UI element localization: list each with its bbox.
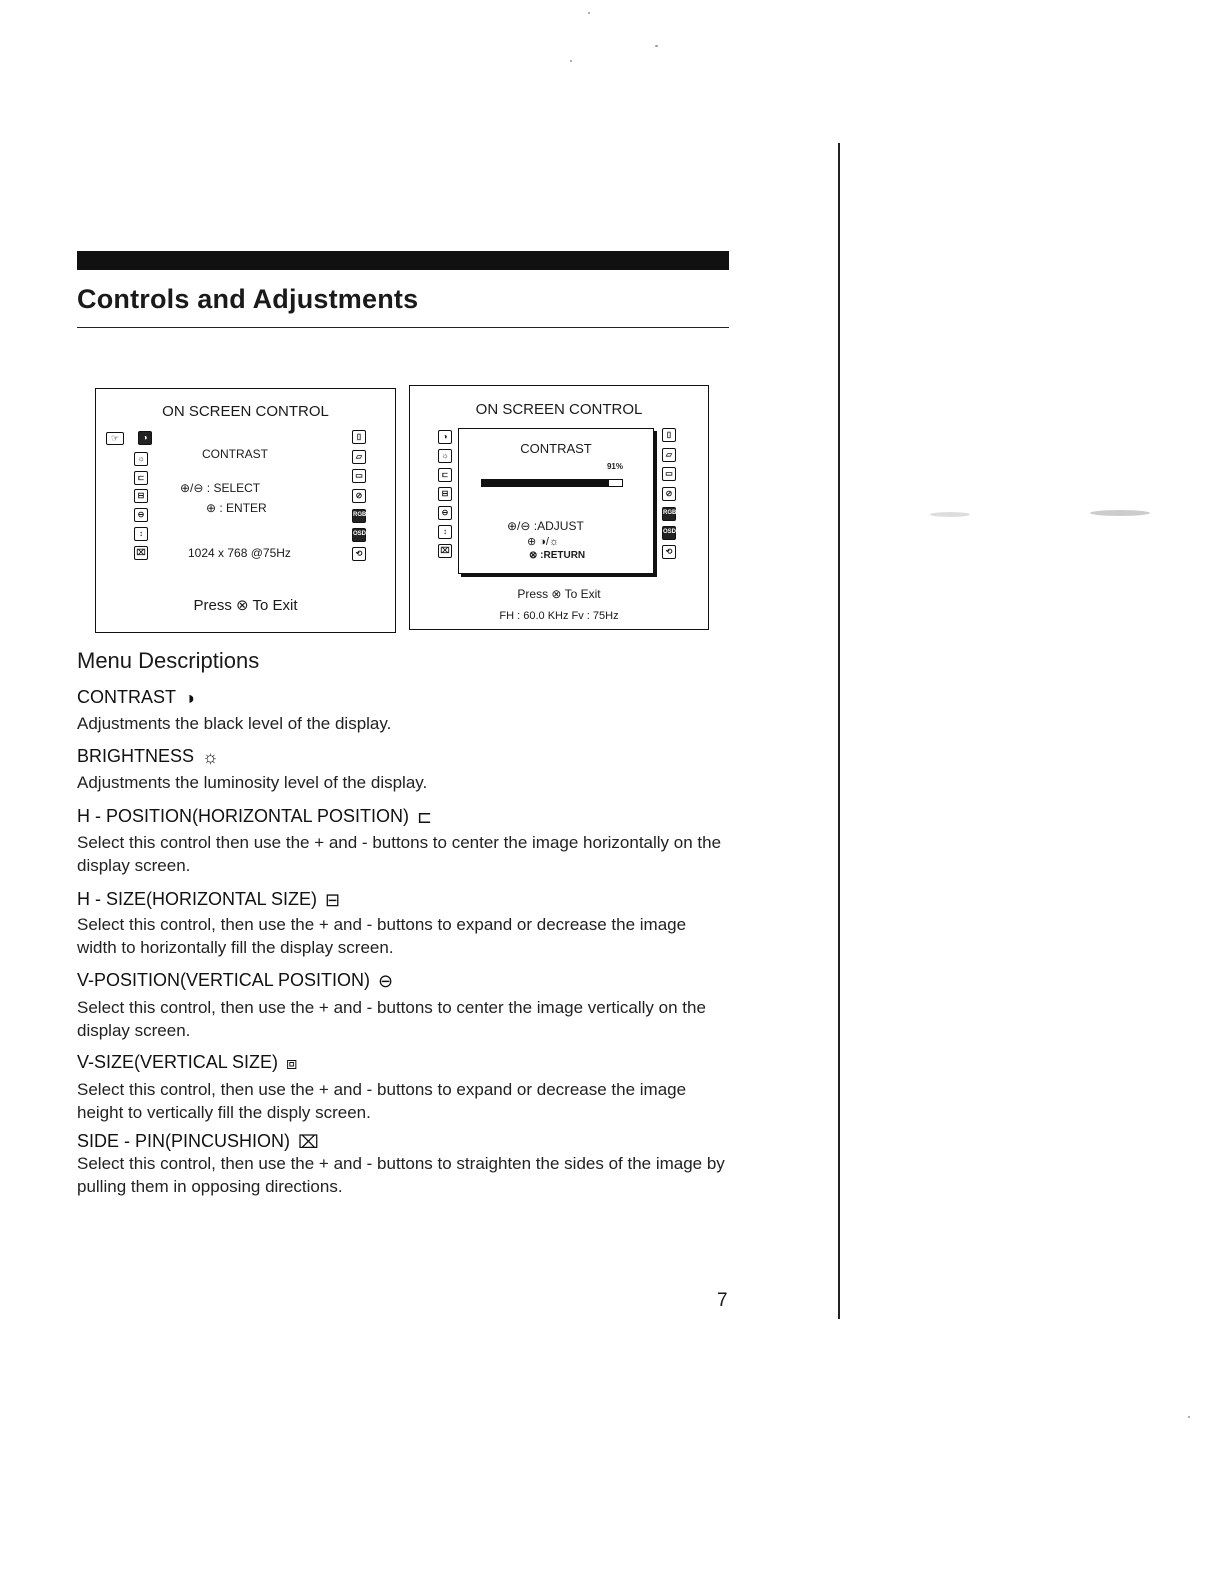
return-hint: ⊗ :RETURN [529,550,586,561]
brightness-icon: ☼ [202,746,219,767]
pincushion-icon: ⌧ [134,546,148,560]
adjust-hint: ⊕/⊖ :ADJUST [507,519,584,533]
contrast-icon: ◑ [138,431,152,445]
h-size-icon: ⊟ [134,489,148,503]
h-position-icon: ⊏ [134,471,148,485]
osd-title: ON SCREEN CONTROL [475,401,643,418]
h-size-description: Select this control, then use the + and - buttons to expand or decrease the image width to horizontally fill the display screen. [77,915,687,957]
h-size-icon: ⊟ [325,889,341,910]
trapezoid-icon: ▯ [662,428,676,442]
pincushion-icon: ⌧ [438,544,452,558]
osd-diagram-main [95,388,396,633]
margin-divider [838,143,840,1319]
trapezoid-icon: ▯ [352,430,366,444]
submenu-title: CONTRAST [520,441,592,456]
parallelogram-icon: ▱ [352,450,366,464]
title-divider [77,327,729,328]
contrast-icon: ◑ [184,687,195,708]
osd-item-label: CONTRAST [202,447,268,461]
parallelogram-icon: ▱ [662,448,676,462]
v-position-heading: V-POSITION(VERTICAL POSITION) ⊖ [77,970,394,991]
v-position-icon: ⊖ [438,506,452,520]
osd-exit-hint: Press ⊗ To Exit [193,597,298,614]
h-position-heading: H - POSITION(HORIZONTAL POSITION) ⊏ [77,806,433,827]
osd-icon: OSD [662,526,676,540]
h-position-description: Select this control then use the + and - buttons to center the image horizontally on the display screen. [77,833,722,875]
contrast-percent: 91% [606,462,623,471]
osd-title: ON SCREEN CONTROL [162,403,329,420]
contrast-submenu [458,428,654,574]
v-position-icon: ⊖ [378,970,394,991]
osd-frequency: FH : 60.0 KHz Fv : 75Hz [499,610,619,622]
v-position-description: Select this control, then use the + and - buttons to center the image vertically on the display screen. [77,998,706,1040]
contrast-level-fill [482,480,609,486]
page-title: Controls and Adjustments [77,284,419,314]
scan-speck [570,60,572,62]
menu-descriptions-heading: Menu Descriptions [77,648,260,673]
v-size-icon: ⧈ [286,1052,298,1073]
v-size-description: Select this control, then use the + and - buttons to expand or decrease the image height to vertically fill the disply screen. [77,1080,687,1122]
scan-noise [1090,510,1150,516]
scan-noise [930,512,970,517]
osd-exit-hint: Press ⊗ To Exit [517,587,601,601]
osd-diagram-contrast [409,385,709,630]
contrast-heading: CONTRAST ◑ [77,687,195,708]
contrast-description: Adjustments the black level of the display. [77,714,392,733]
v-position-icon: ⊖ [134,508,148,522]
osd-enter-hint: ⊕ : ENTER [206,501,267,515]
pincushion-description: Select this control, then use the + and - buttons to straighten the sides of the image by pulling them in opposing directions. [77,1154,725,1196]
degauss-icon: ⊘ [352,489,366,503]
v-size-icon: ↕ [438,525,452,539]
scan-speck [1188,1416,1190,1418]
v-size-icon: ↕ [134,527,148,541]
header-bar [77,251,729,270]
h-position-icon: ⊏ [438,468,452,482]
degauss-icon: ⊘ [662,487,676,501]
pin-balance-icon: ▭ [662,467,676,481]
pin-balance-icon: ▭ [352,469,366,483]
h-size-heading: H - SIZE(HORIZONTAL SIZE) ⊟ [77,889,341,910]
contrast-level-bar [481,479,623,487]
h-position-icon: ⊏ [417,806,433,827]
osd-select-hint: ⊕/⊖ : SELECT [180,481,261,495]
scan-speck [588,12,590,14]
brightness-heading: BRIGHTNESS ☼ [77,746,219,767]
h-size-icon: ⊟ [438,487,452,501]
pincushion-icon: ⌧ [298,1131,319,1152]
sub-icons: ⊕ ◑/☼ [527,536,560,548]
recall-icon: ⟲ [662,545,676,559]
page-number: 7 [717,1290,728,1311]
v-size-heading: V-SIZE(VERTICAL SIZE) ⧈ [77,1052,298,1073]
brightness-description: Adjustments the luminosity level of the display. [77,773,428,792]
brightness-icon: ☼ [134,452,148,466]
rgb-icon: RGB [352,509,366,523]
recall-icon: ⟲ [352,547,366,561]
pointer-icon: ☞ [106,432,124,445]
rgb-icon: RGB [662,507,676,521]
contrast-icon: ◑ [438,430,452,444]
pincushion-heading: SIDE - PIN(PINCUSHION) ⌧ [77,1131,319,1152]
osd-resolution: 1024 x 768 @75Hz [188,546,291,560]
scan-speck [655,45,658,47]
osd-icon: OSD [352,528,366,542]
brightness-icon: ☼ [438,449,452,463]
